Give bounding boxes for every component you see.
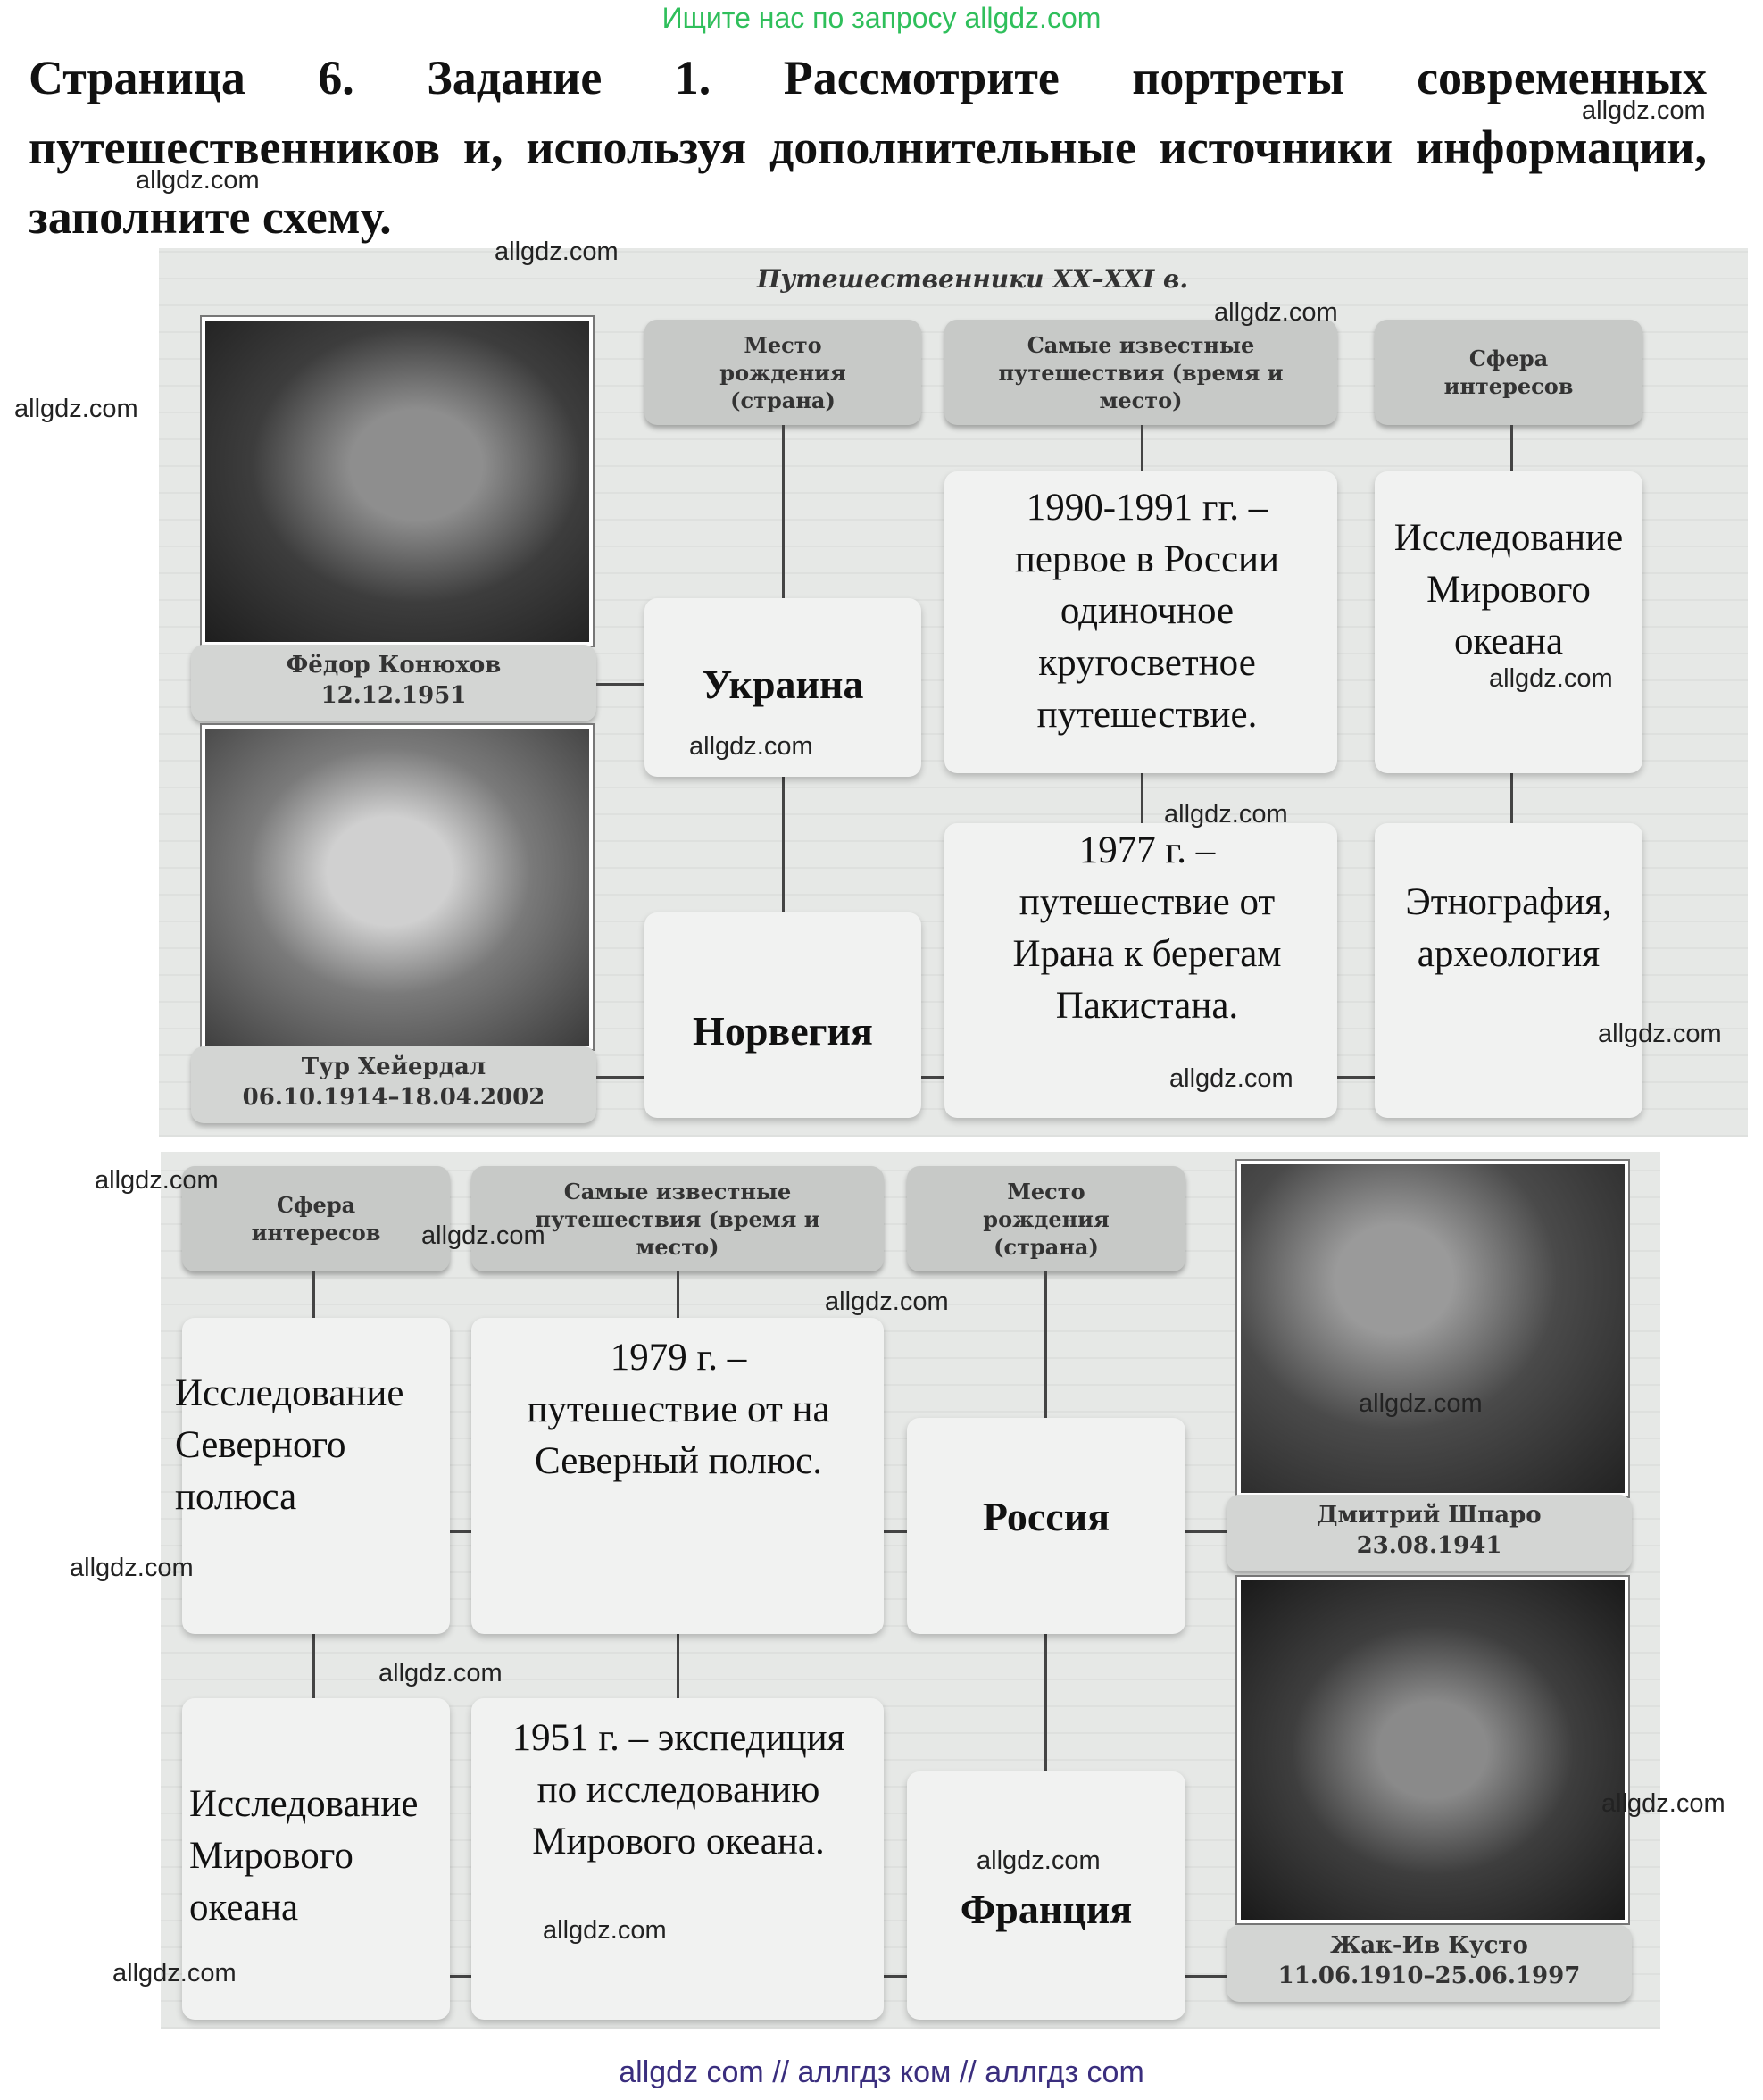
connector-line	[921, 1076, 944, 1079]
traveler-name: Фёдор Конюхов	[286, 652, 502, 679]
traveler-dates: 11.06.1910–25.06.1997	[1277, 1962, 1581, 1989]
answer-country: Украина	[702, 662, 864, 707]
connector-line	[1337, 1076, 1375, 1079]
connector-line	[312, 1271, 315, 1318]
connector-line	[1141, 425, 1143, 471]
traveler-dates: 06.10.1914–18.04.2002	[242, 1084, 545, 1111]
traveler-name: Жак-Ив Кусто	[1330, 1932, 1528, 1959]
connector-line	[450, 1530, 471, 1533]
connector-line	[1185, 1530, 1232, 1533]
watermark: allgdz.com	[70, 1554, 194, 1582]
connector-line	[884, 1530, 907, 1533]
caption-heyerdahl	[191, 1046, 596, 1123]
connector-line	[1185, 1975, 1232, 1978]
watermark: allgdz.com	[977, 1846, 1101, 1875]
connector-line	[1510, 773, 1513, 823]
watermark: allgdz.com	[112, 1959, 237, 1988]
watermark: allgdz.com	[95, 1166, 219, 1195]
caption-cousteau	[1227, 1925, 1632, 2002]
answer-interest: Исследование Северного полюса	[175, 1372, 404, 1518]
watermark: allgdz.com	[689, 732, 813, 761]
traveler-name: Дмитрий Шпаро	[1317, 1502, 1542, 1529]
traveler-dates: 23.08.1941	[1356, 1532, 1502, 1559]
caption-sparo	[1227, 1495, 1632, 1571]
answer-interest: Исследование Мирового океана	[189, 1783, 419, 1929]
connector-line	[1510, 425, 1513, 471]
site-search-link[interactable]: Ищите нас по запросу allgdz.com	[661, 2, 1102, 34]
watermark: allgdz.com	[378, 1659, 503, 1688]
watermark: allgdz.com	[1214, 298, 1338, 327]
watermark: allgdz.com	[1169, 1064, 1293, 1093]
connector-line	[596, 1076, 644, 1079]
photo-sparo	[1237, 1161, 1628, 1496]
connector-line	[677, 1634, 679, 1698]
header-birthplace: Место рождения (страна)	[644, 320, 921, 425]
answer-journey: 1951 г. – экспедиция по исследованию Мирового океана.	[511, 1717, 845, 1862]
header-birthplace: Место рождения (страна)	[907, 1166, 1185, 1271]
watermark: allgdz.com	[136, 166, 260, 195]
header-journeys: Самые известные путешествия (время и место)	[471, 1166, 884, 1271]
watermark: allgdz.com	[543, 1916, 667, 1945]
footer-links[interactable]: allgdz com // аллгдз ком // аллгдз com	[619, 2055, 1144, 2089]
answer-country: Франция	[960, 1887, 1133, 1932]
photo-konyukhov	[202, 317, 593, 646]
connector-line	[1141, 773, 1143, 823]
watermark: allgdz.com	[1598, 1020, 1722, 1048]
connector-line	[677, 1271, 679, 1318]
watermark: allgdz.com	[825, 1288, 949, 1316]
watermark: allgdz.com	[1582, 96, 1706, 125]
watermark: allgdz.com	[1359, 1389, 1483, 1418]
traveler-dates: 12.12.1951	[320, 682, 467, 709]
answer-journey: 1990-1991 гг. – первое в России одиночное кругосветное путешествие.	[1014, 487, 1280, 736]
header-interests: Сфера интересов	[1375, 320, 1642, 425]
answer-journey: 1979 г. – путешествие от на Северный полюс.	[527, 1337, 830, 1482]
watermark: allgdz.com	[1601, 1789, 1726, 1818]
task-title: Страница 6. Задание 1. Рассмотрите портреты современных путешественников и, используя дополнительные источники информации, заполните схему.	[29, 51, 1707, 244]
watermark: allgdz.com	[495, 238, 619, 266]
header-journeys: Самые известные путешествия (время и место)	[944, 320, 1337, 425]
photo-cousteau	[1237, 1577, 1628, 1923]
answer-journey: 1977 г. – путешествие от Ирана к берегам Пакистана.	[1012, 829, 1282, 1027]
connector-line	[596, 683, 644, 686]
header-interests: Сфера интересов	[182, 1166, 450, 1271]
watermark: allgdz.com	[421, 1221, 545, 1250]
answer-interest: Исследование Мирового океана	[1393, 517, 1624, 662]
traveler-name: Тур Хейердал	[301, 1054, 486, 1080]
connector-line	[312, 1634, 315, 1698]
watermark: allgdz.com	[1164, 800, 1288, 829]
connector-line	[450, 1975, 471, 1978]
answer-interest: Этнография, археология	[1405, 881, 1612, 975]
caption-konyukhov	[191, 645, 596, 721]
connector-line	[884, 1975, 907, 1978]
watermark: allgdz.com	[14, 395, 138, 423]
scheme-title: Путешественники XX–XXI в.	[757, 264, 1189, 294]
answer-country: Россия	[982, 1494, 1110, 1539]
photo-heyerdahl	[202, 725, 593, 1049]
watermark: allgdz.com	[1489, 664, 1613, 693]
answer-country: Норвегия	[693, 1008, 873, 1054]
